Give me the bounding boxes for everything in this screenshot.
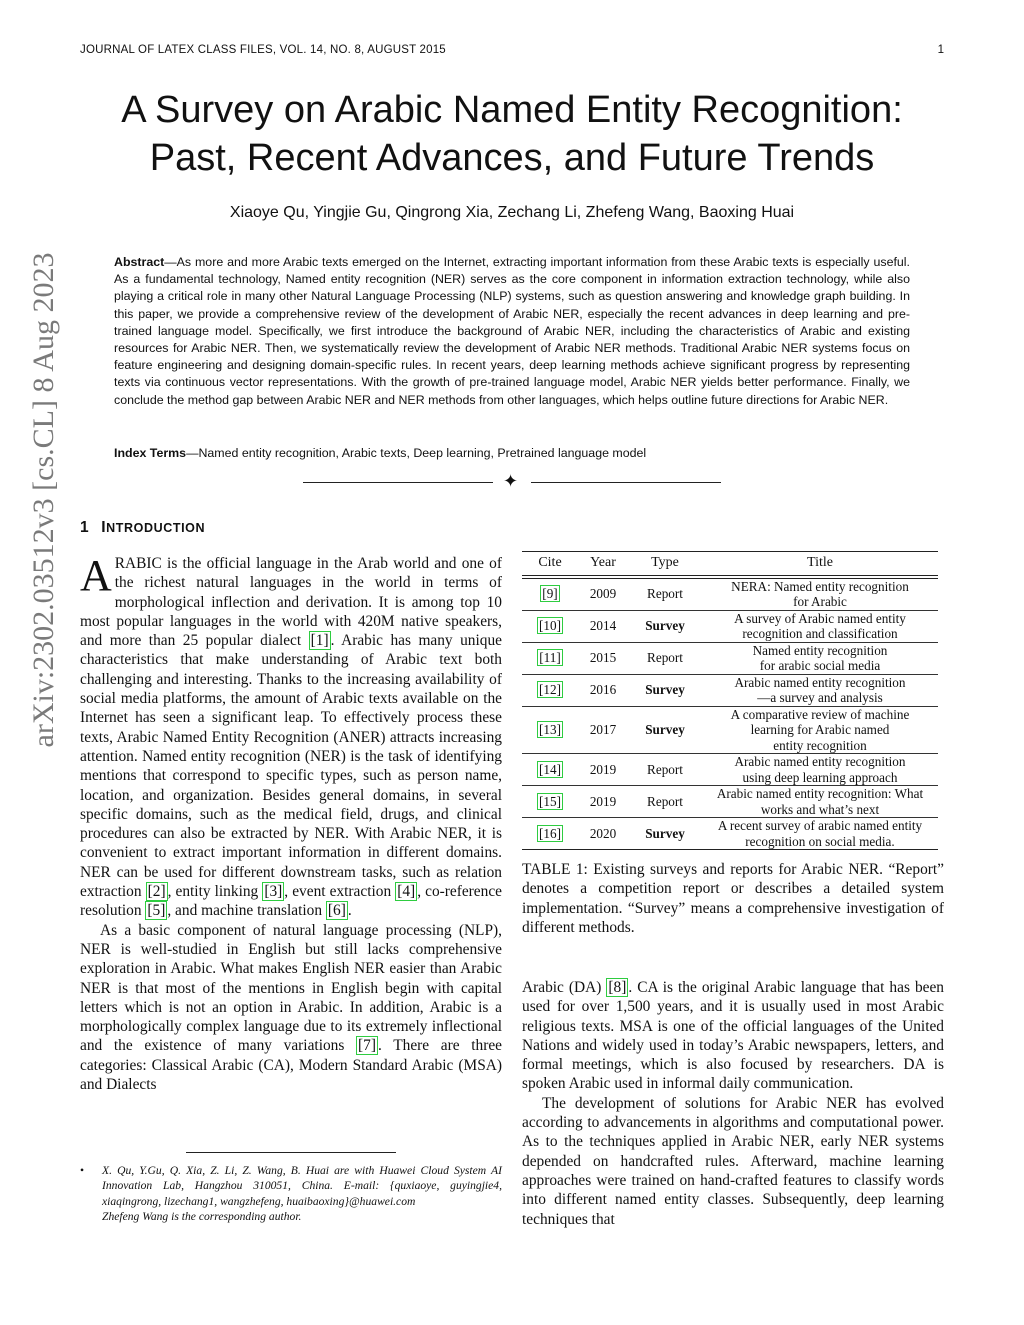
section-title-initial: I	[101, 519, 107, 536]
cell-type: Report	[628, 642, 702, 674]
table-caption: TABLE 1: Existing surveys and reports for Arabic NER. “Report” denotes a competition report or describes a detailed system implementation. “Survey” means a comprehensive investigation of different methods.	[522, 861, 944, 936]
intro-left-column	[80, 551, 503, 1094]
cell-title-line: A comparative review of machine	[730, 706, 910, 722]
cell-title-line: A recent survey of arabic named entity	[717, 818, 923, 833]
cell-title	[702, 786, 938, 818]
cell-year: 2015	[578, 642, 628, 674]
citation-link[interactable]: [3]	[264, 883, 283, 901]
citation-link[interactable]: [14]	[539, 761, 561, 777]
running-head: JOURNAL OF LATEX CLASS FILES, VOL. 14, NO. 8, AUGUST 2015	[80, 44, 446, 56]
citation-link[interactable]: [4]	[397, 883, 416, 901]
footnote-rule	[186, 1152, 396, 1153]
cell-title-line: recognition on social media.	[745, 833, 895, 849]
cell-type: Survey	[628, 706, 702, 754]
index-terms-label: Index Terms	[114, 446, 187, 460]
cell-title-line: Arabic named entity recognition: What	[716, 786, 924, 801]
cell-title-line: —a survey and analysis	[757, 690, 883, 705]
cell-title-line: Arabic named entity recognition	[734, 754, 906, 769]
intro-paragraph-2: As a basic component of natural language processing (NLP), NER is well-studied in English but still lacks comprehensive exploration in Arabic. What makes English NER easier than Arabic NER is that most of the mentions in English begin with capital letters which is not an option in Arabic. In addition, Arabic is a morphologically complex language due to its extremely inflectional and the existence of many variations [7] . There are three categories: Classical Arabic (CA), Modern Standard Arabic (MSA) and Dialects	[80, 921, 503, 1094]
citation-link[interactable]: [1]	[310, 632, 329, 650]
table-row	[522, 818, 938, 850]
divider-line-right	[531, 482, 721, 483]
table-row	[522, 610, 938, 642]
cell-title-line: for Arabic	[793, 594, 847, 609]
cell-cite	[522, 818, 578, 850]
cell-cite	[522, 610, 578, 642]
table-header-row	[522, 552, 938, 577]
cell-type: Survey	[628, 610, 702, 642]
section-number: 1	[80, 519, 90, 536]
index-terms	[114, 446, 910, 460]
cell-type: Report	[628, 754, 702, 786]
cell-title-line: A survey of Arabic named entity	[734, 610, 906, 626]
cell-cite	[522, 706, 578, 754]
table-row	[522, 642, 938, 674]
cell-title	[702, 642, 938, 674]
cell-title	[702, 818, 938, 850]
cell-cite	[522, 642, 578, 674]
cell-year: 2020	[578, 818, 628, 850]
cell-title	[702, 706, 938, 754]
cell-title-line: for arabic social media	[759, 658, 881, 673]
column-header-title: Title	[702, 552, 938, 577]
cell-title-line: using deep learning approach	[742, 769, 898, 785]
cell-cite	[522, 577, 578, 611]
citation-link[interactable]: [9]	[542, 586, 558, 602]
author-footnote	[80, 1163, 502, 1224]
cell-title	[702, 754, 938, 786]
surveys-table	[522, 551, 938, 850]
abstract-label: Abstract	[114, 255, 165, 269]
citation-link[interactable]: [8]	[608, 979, 627, 996]
citation-link[interactable]: [5]	[147, 902, 166, 920]
cell-year: 2014	[578, 610, 628, 642]
citation-link[interactable]: [16]	[539, 825, 561, 841]
cell-year: 2017	[578, 706, 628, 754]
table-row	[522, 674, 938, 706]
citation-link[interactable]: [6]	[327, 902, 346, 920]
citation-link[interactable]: [2]	[147, 883, 166, 901]
cell-year: 2019	[578, 786, 628, 818]
footnote-bullet: •	[80, 1164, 85, 1177]
abstract-text: —As more and more Arabic texts emerged on the Internet, extracting important information from these Arabic texts is especially useful. As a fundamental technology, Named entity recognition (NER) serves as the core component in information extraction technology, while also playing a critical role in many other Natural Language Processing (NLP) systems, such as question answering and knowledge graph building. In this paper, we provide a comprehensive review of the development of Arabic NER, especially the recent advances in deep learning and pre-trained language model. Specifically, we first introduce the background of Arabic NER, including the characteristics of Arabic and existing resources for Arabic NER. Then, we systematically review the development of Arabic NER methods. Traditional Arabic NER systems focus on feature engineering and designing domain-specific rules. In recent years, deep learning methods achieve significant progress by representing texts via continuous vector representations. With the growth of pre-trained language model, Arabic NER yields better performance. Finally, we conclude the method gap between Arabic NER and NER methods from other languages, which helps outline future directions for Arabic NER.	[114, 255, 910, 407]
cell-year: 2009	[578, 577, 628, 611]
footnote-corresponding-author: Zhefeng Wang is the corresponding author.	[102, 1209, 302, 1223]
column-header-type: Type	[628, 552, 702, 577]
intro-right-column	[522, 978, 944, 1229]
section-heading	[80, 519, 205, 537]
citation-link[interactable]: [12]	[539, 682, 561, 698]
cell-title	[702, 577, 938, 611]
right-paragraph-1: Arabic (DA) [8] . CA is the original Arabic language that has been used for over 1,500 years, and it is usually used in most Arabic religious texts. MSA is one of the official languages of the United Nations and widely used in today’s Arabic newspapers, letters, and formal meetings, which is also focused by researchers. DA is spoken Arabic used in informal daily communication.	[522, 979, 944, 1093]
cell-title-line: Arabic named entity recognition	[734, 674, 906, 690]
arxiv-identifier-stamp: arXiv:2302.03512v3 [cs.CL] 8 Aug 2023	[27, 252, 60, 748]
paper-title-line-2: Past, Recent Advances, and Future Trends	[149, 137, 875, 179]
footnote-affiliation: X. Qu, Y.Gu, Q. Xia, Z. Li, Z. Wang, B. Huai are with Huawei Cloud System AI Innovation Lab, Hangzhou 310051, China. E-mail: {quxiaoye, guyingjie4, xiaqingrong, lizechang1, wangzhefeng, huaibaoxing}@huawei.com	[102, 1164, 502, 1208]
section-title-rest: NTRODUCTION	[106, 521, 206, 535]
citation-link[interactable]: [13]	[539, 722, 561, 737]
drop-cap-continuation: RABIC	[114, 555, 162, 572]
citation-link[interactable]: [10]	[539, 618, 561, 634]
citation-link[interactable]: [7]	[358, 1037, 376, 1055]
cell-type: Survey	[628, 674, 702, 706]
cell-title-line: recognition and classification	[742, 626, 898, 641]
cell-title-line: learning for Arabic named	[750, 722, 890, 737]
drop-cap: A	[80, 551, 112, 600]
citation-link[interactable]: [11]	[539, 650, 561, 666]
table-row	[522, 786, 938, 818]
cell-year: 2016	[578, 674, 628, 706]
citation-link[interactable]: [15]	[539, 793, 561, 809]
index-terms-text: —Named entity recognition, Arabic texts, Deep learning, Pretrained language model	[186, 446, 647, 460]
table-row	[522, 754, 938, 786]
right-paragraph-2: The development of solutions for Arabic NER has evolved according to advancements in algorithms and computational power. As to the techniques applied in Arabic NER, early NER systems depended on handcrafted rules. Afterward, machine learning approaches were trained on hand-crafted features to classify words into different named entity classes. Subsequently, deep learning techniques that	[522, 1094, 944, 1228]
cell-title-line: NERA: Named entity recognition	[731, 578, 909, 594]
abstract	[114, 254, 910, 409]
diamond-icon: ✦	[503, 471, 519, 491]
paper-title-line-1: A Survey on Arabic Named Entity Recognition:	[121, 89, 903, 131]
author-list: Xiaoye Qu, Yingjie Gu, Qingrong Xia, Zechang Li, Zhefeng Wang, Baoxing Huai	[229, 204, 795, 221]
cell-type: Survey	[628, 818, 702, 850]
cell-cite	[522, 754, 578, 786]
page-number: 1	[937, 44, 944, 56]
paper-title	[0, 86, 1024, 182]
table-row	[522, 577, 938, 611]
cell-cite	[522, 786, 578, 818]
divider-line-left	[303, 482, 493, 483]
cell-title-line: works and what’s next	[760, 801, 880, 817]
table-row	[522, 706, 938, 754]
cell-title-line: entity recognition	[773, 737, 867, 753]
column-header-year: Year	[578, 552, 628, 577]
column-header-cite: Cite	[522, 552, 578, 577]
cell-title	[702, 610, 938, 642]
cell-year: 2019	[578, 754, 628, 786]
cell-cite	[522, 674, 578, 706]
cell-title	[702, 674, 938, 706]
cell-type: Report	[628, 577, 702, 611]
cell-title-line: Named entity recognition	[752, 642, 888, 658]
intro-paragraph-1: ARABIC is the official language in the Arab world and one of the richest natural languages in the world in terms of morphological inflection and derivation. It is among top 10 most popular languages in the world with 420M native speakers, and more than 25 popular dialect [1] . Arabic has many unique characteristics that make understanding of Arabic text both challenging and interesting. Thanks to the increasing availability of social media platforms, the amount of Arabic texts available on the Internet has seen a significant leap. To effectively process these texts, Arabic Named Entity Recognition (ANER) attracts increasing attention. Named entity recognition (NER) is the task of identifying mentions that correspond to specific types, such as person name, location, and organization. Besides general domains, in several specific domains, such as the medical field, drugs, and clinical procedures can also be extracted by NER. With Arabic NER, it is convenient to extract important information in different domains. NER can be used for different downstream tasks, such as relation extraction [2] , entity linking [3] , event extraction [4] , co-reference resolution [5] , and machine translation [6] .	[80, 551, 502, 920]
cell-type: Report	[628, 786, 702, 818]
